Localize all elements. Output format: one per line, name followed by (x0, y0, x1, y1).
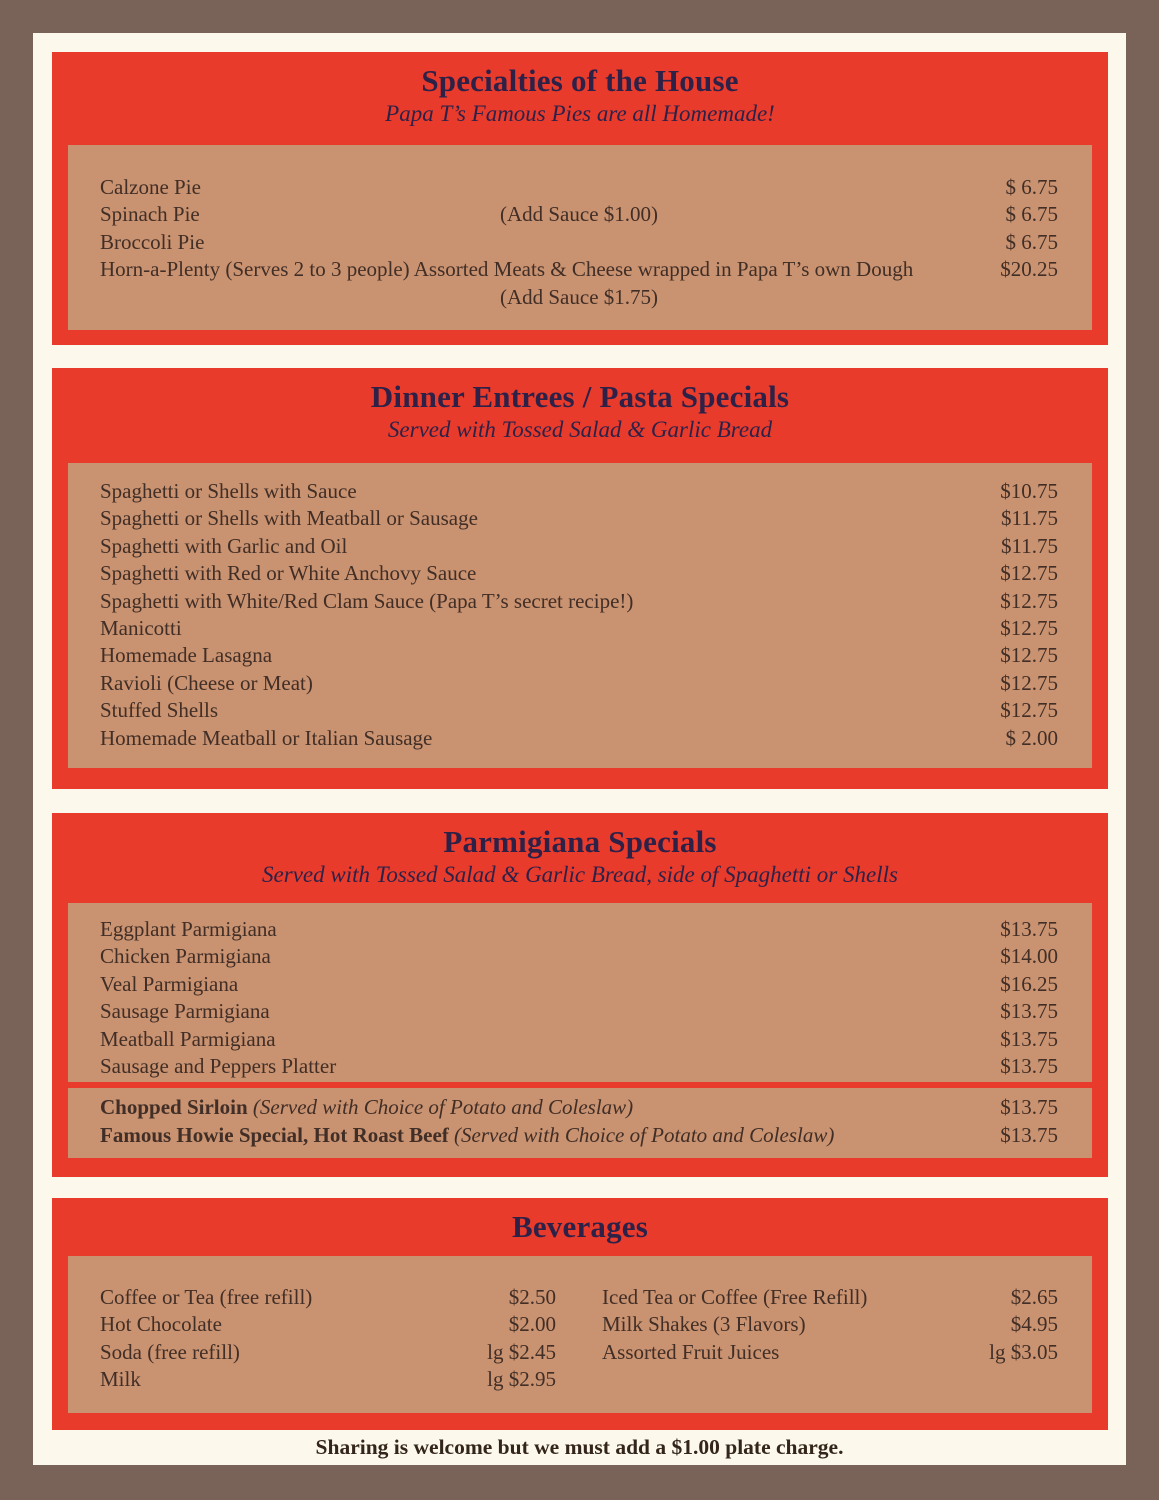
menu-item-row (100, 1311, 556, 1338)
item-name: Spaghetti with White/Red Clam Sauce (Papa T’s secret recipe!) (100, 588, 634, 613)
item-price: $ 6.75 (1005, 202, 1058, 227)
section-beverages (52, 1198, 1108, 1430)
item-price: $13.75 (1000, 999, 1058, 1024)
item-price: $2.00 (508, 1312, 556, 1337)
menu-item-row (100, 201, 1058, 228)
menu-item-row (100, 916, 1058, 943)
item-name: Eggplant Parmigiana (100, 917, 277, 941)
section-specialties (52, 52, 1108, 345)
item-price: $10.75 (1000, 479, 1058, 503)
section-title: Dinner Entrees / Pasta Specials (370, 379, 790, 414)
section-subtitle: Papa T’s Famous Pies are all Homemade! (385, 101, 775, 126)
item-price: $13.75 (1000, 917, 1058, 941)
item-name: Ravioli (Cheese or Meat) (100, 670, 313, 695)
item-name: Manicotti (100, 616, 182, 641)
item-price: $2.50 (508, 1285, 556, 1309)
menu-item-row (100, 1121, 1058, 1149)
item-name: Soda (free refill) (100, 1339, 240, 1364)
section-title: Parmigiana Specials (443, 824, 717, 859)
item-price: $2.65 (1010, 1285, 1058, 1309)
item-name: Calzone Pie (100, 175, 201, 199)
item-note: (Served with Choice of Potato and Coleslaw) (454, 1123, 835, 1147)
menu-item-row (100, 588, 1058, 615)
menu-item-row (100, 1053, 1058, 1080)
item-name: Famous Howie Special, Hot Roast Beef (Served with Choice of Potato and Coleslaw) (100, 1123, 835, 1147)
item-price: lg $2.95 (487, 1367, 556, 1392)
item-price: $ 2.00 (1005, 725, 1058, 750)
beverages-columns (100, 1284, 1058, 1394)
menu-item-row (100, 229, 1058, 256)
menu-page (33, 33, 1126, 1465)
item-name: Horn-a-Plenty (Serves 2 to 3 people) Assorted Meats & Cheese wrapped in Papa T’s own Dough (100, 257, 914, 282)
menu-item-row (100, 256, 1058, 283)
item-center-note: (Add Sauce $1.75) (499, 284, 659, 309)
item-name: Broccoli Pie (100, 229, 205, 254)
item-name: Spaghetti with Garlic and Oil (100, 533, 348, 558)
item-name: Chicken Parmigiana (100, 944, 271, 969)
menu-item-row (602, 1311, 1058, 1338)
menu-item-row (100, 533, 1058, 560)
menu-item-row (602, 1339, 1058, 1366)
item-name: Spaghetti or Shells with Sauce (100, 479, 357, 503)
menu-item-row (100, 174, 1058, 201)
dinner-panel (68, 463, 1092, 768)
item-price: lg $3.05 (989, 1339, 1058, 1364)
beverages-right-column (602, 1284, 1058, 1394)
menu-item-row (100, 505, 1058, 532)
section-parmigiana (52, 813, 1108, 1177)
specialties-panel (68, 145, 1092, 330)
item-price: $12.75 (1000, 643, 1058, 668)
item-name: Spaghetti with Red or White Anchovy Sauce (100, 561, 477, 586)
menu-item-row (100, 478, 1058, 505)
item-name: Hot Chocolate (100, 1312, 222, 1337)
menu-item-row (100, 1366, 556, 1393)
item-name: Spinach Pie (100, 202, 200, 227)
item-price: $11.75 (1001, 506, 1058, 531)
menu-item-row (100, 725, 1058, 752)
menu-item-row (100, 1339, 556, 1366)
item-price: $13.75 (1000, 1026, 1058, 1051)
section-subtitle: Served with Tossed Salad & Garlic Bread, side of Spaghetti or Shells (262, 862, 898, 887)
item-name: Milk Shakes (3 Flavors) (602, 1312, 806, 1337)
menu-item-row (100, 560, 1058, 587)
menu-item-row (602, 1284, 1058, 1311)
item-price: $16.25 (1000, 971, 1058, 996)
section-dinner-entrees (52, 368, 1108, 789)
section-subtitle: Served with Tossed Salad & Garlic Bread (387, 417, 773, 442)
item-name: Sausage Parmigiana (100, 999, 270, 1024)
item-price: $4.95 (1010, 1312, 1058, 1337)
item-price: $12.75 (1000, 561, 1058, 586)
item-name: Iced Tea or Coffee (Free Refill) (602, 1285, 868, 1309)
menu-item-row (100, 971, 1058, 998)
menu-item-row (100, 642, 1058, 669)
item-price: lg $2.45 (487, 1339, 556, 1364)
item-name: Stuffed Shells (100, 698, 219, 723)
item-price: $12.75 (1000, 670, 1058, 695)
item-price: $12.75 (1000, 616, 1058, 641)
parmigiana-panel (68, 903, 1092, 1082)
menu-item-row (100, 697, 1058, 724)
menu-item-row (100, 670, 1058, 697)
item-name: Assorted Fruit Juices (602, 1339, 780, 1364)
item-price: $13.75 (1000, 1123, 1058, 1147)
beverages-left-column (100, 1284, 556, 1394)
item-center-note: (Add Sauce $1.00) (499, 202, 659, 227)
beverages-panel (68, 1256, 1092, 1413)
item-note: (Served with Choice of Potato and Coleslaw) (252, 1095, 634, 1119)
menu-item-row (100, 615, 1058, 642)
item-price: $12.75 (1000, 698, 1058, 723)
section-title: Specialties of the House (421, 63, 739, 98)
item-price: $13.75 (1000, 1054, 1058, 1079)
menu-item-row (100, 1026, 1058, 1053)
item-price: $ 6.75 (1005, 229, 1058, 254)
item-name: Homemade Meatball or Italian Sausage (100, 725, 433, 750)
item-price: $13.75 (1000, 1095, 1058, 1119)
item-name: Meatball Parmigiana (100, 1026, 276, 1051)
item-price: $ 6.75 (1005, 175, 1058, 199)
item-name: Homemade Lasagna (100, 643, 273, 668)
item-name: Milk (100, 1367, 141, 1392)
section-title: Beverages (511, 1209, 649, 1244)
menu-item-row (100, 943, 1058, 970)
item-price: $20.25 (1000, 257, 1058, 282)
item-price: $11.75 (1001, 533, 1058, 558)
item-name: Spaghetti or Shells with Meatball or Sausage (100, 506, 478, 531)
item-name: Coffee or Tea (free refill) (100, 1285, 313, 1309)
platter-specials-panel (68, 1088, 1092, 1158)
item-name: Chopped Sirloin (Served with Choice of Potato and Coleslaw) (100, 1095, 634, 1119)
menu-item-row (100, 1093, 1058, 1121)
item-price: $14.00 (1000, 944, 1058, 969)
item-price: $12.75 (1000, 588, 1058, 613)
sharing-note: Sharing is welcome but we must add a $1.00 plate charge. (315, 1435, 844, 1459)
menu-item-row (100, 1284, 556, 1311)
menu-item-row (100, 998, 1058, 1025)
item-name: Sausage and Peppers Platter (100, 1054, 337, 1079)
item-name: Veal Parmigiana (100, 971, 239, 996)
